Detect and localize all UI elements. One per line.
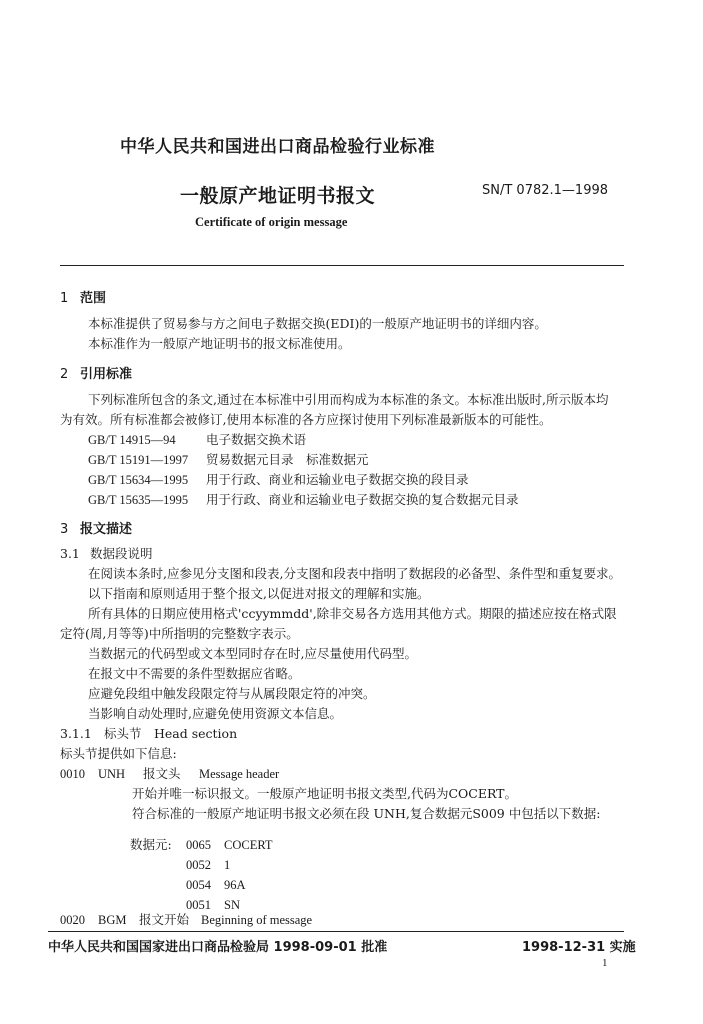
footer-divider — [48, 931, 624, 932]
guideline-line: 在阅读本条时,应参见分支图和段表,分支图和段表中指明了数据段的必备型、条件型和重复要求。 — [88, 566, 621, 581]
document-title: 一般原产地证明书报文 — [180, 185, 376, 207]
segment-name-en: Message header — [199, 767, 280, 781]
section-2-paragraph-line-1: 下列标准所包含的条文,通过在本标准中引用而构成为本标准的条文。本标准出版时,所示版本均 — [88, 392, 609, 407]
guideline-line: 当数据元的代码型或文本型同时存在时,应尽量使用代码型。 — [88, 646, 417, 661]
data-element-code: 0065 — [186, 838, 211, 852]
reference-code: GB/T 15191—1997 — [88, 453, 189, 467]
standard-number: SN/T 0782.1—1998 — [482, 183, 609, 198]
head-section-intro: 标头节提供如下信息: — [60, 746, 177, 761]
guideline-line: 以下指南和原则适用于整个报文,以促进对报文的理解和实施。 — [88, 586, 430, 601]
section-1-title: 范围 — [80, 291, 107, 306]
subsection-3-1-heading — [60, 544, 153, 564]
section-3-heading — [60, 518, 132, 537]
guideline-line: 应避免段组中触发段限定符与从属段限定符的冲突。 — [88, 686, 376, 701]
segment-tag: UNH — [98, 767, 126, 781]
segment-name-en: Beginning of message — [201, 913, 313, 927]
segment-tag: BGM — [98, 913, 127, 927]
data-element-row — [186, 835, 273, 855]
section-2-number: 2 — [60, 367, 69, 382]
section-1-number: 1 — [60, 291, 69, 306]
guideline-line: 所有具体的日期应使用格式'ccyymmdd',除非交易各方选用其他方式。期限的描述应按在格式限 — [88, 606, 617, 621]
segment-name-cn: 报文开始 — [139, 912, 190, 927]
section-1-heading — [60, 287, 106, 306]
reference-item — [88, 490, 519, 510]
section-2-paragraph-line-2: 为有效。所有标准都会被修订,使用本标准的各方应探讨使用下列标准最新版本的可能性。 — [60, 412, 552, 427]
section-1-paragraph-1: 本标准提供了贸易参与方之间电子数据交换(EDI)的一般原产地证明书的详细内容。 — [88, 316, 547, 331]
segment-unh-row — [60, 764, 279, 784]
section-3-title: 报文描述 — [80, 522, 133, 537]
segment-position: 0010 — [60, 767, 85, 781]
data-element-value: 96A — [224, 878, 246, 892]
section-1-paragraph-2: 本标准作为一般原产地证明书的报文标准使用。 — [88, 336, 351, 351]
data-element-code: 0051 — [186, 898, 211, 912]
document-title-english: Certificate of origin message — [195, 215, 348, 229]
segment-unh-description-2: 符合标准的一般原产地证明书报文必须在段 UNH,复合数据元S009 中包括以下数据: — [132, 806, 601, 821]
data-element-code: 0054 — [186, 878, 211, 892]
subsection-3-1-1-number: 3.1.1 — [60, 726, 92, 741]
reference-title: 贸易数据元目录 标准数据元 — [206, 452, 369, 467]
reference-code: GB/T 15635—1995 — [88, 493, 189, 507]
reference-code: GB/T 14915—94 — [88, 433, 176, 447]
segment-name-cn: 报文头 — [143, 766, 181, 781]
segment-unh-description-1: 开始并唯一标识报文。一般原产地证明书报文类型,代码为COCERT。 — [132, 786, 518, 801]
reference-item — [88, 470, 469, 490]
reference-code: GB/T 15634—1995 — [88, 473, 189, 487]
segment-position: 0020 — [60, 913, 85, 927]
reference-title: 电子数据交换术语 — [206, 432, 307, 447]
page-number: 1 — [602, 957, 608, 969]
data-element-label: 数据元: — [130, 837, 172, 852]
guideline-line: 定符(周,月等等)中所指明的完整数字表示。 — [60, 626, 299, 641]
header-divider — [60, 265, 624, 266]
subsection-3-1-number: 3.1 — [60, 546, 80, 561]
guideline-line: 当影响自动处理时,应避免使用资源文本信息。 — [88, 706, 342, 721]
subsection-3-1-1-title: 标头节 Head section — [104, 726, 238, 741]
data-element-value: COCERT — [224, 838, 273, 852]
reference-title: 用于行政、商业和运输业电子数据交换的复合数据元目录 — [206, 492, 519, 507]
reference-item — [88, 430, 306, 450]
reference-item — [88, 450, 369, 470]
implementation-date: 1998-12-31 实施 — [522, 940, 636, 955]
approval-statement: 中华人民共和国国家进出口商品检验局 1998-09-01 批准 — [48, 940, 388, 955]
data-element-row — [186, 855, 230, 875]
section-2-heading — [60, 363, 132, 382]
subsection-3-1-title: 数据段说明 — [90, 546, 153, 561]
guideline-line: 在报文中不需要的条件型数据应省略。 — [88, 666, 301, 681]
reference-title: 用于行政、商业和运输业电子数据交换的段目录 — [206, 472, 469, 487]
segment-bgm-row — [60, 910, 312, 930]
section-3-number: 3 — [60, 522, 69, 537]
subsection-3-1-1-heading — [60, 724, 237, 744]
data-element-code: 0052 — [186, 858, 211, 872]
data-element-value: 1 — [224, 858, 231, 872]
issuing-body-header: 中华人民共和国进出口商品检验行业标准 — [120, 137, 435, 157]
section-2-title: 引用标准 — [80, 367, 133, 382]
data-element-value: SN — [224, 898, 240, 912]
data-element-row — [186, 875, 246, 895]
